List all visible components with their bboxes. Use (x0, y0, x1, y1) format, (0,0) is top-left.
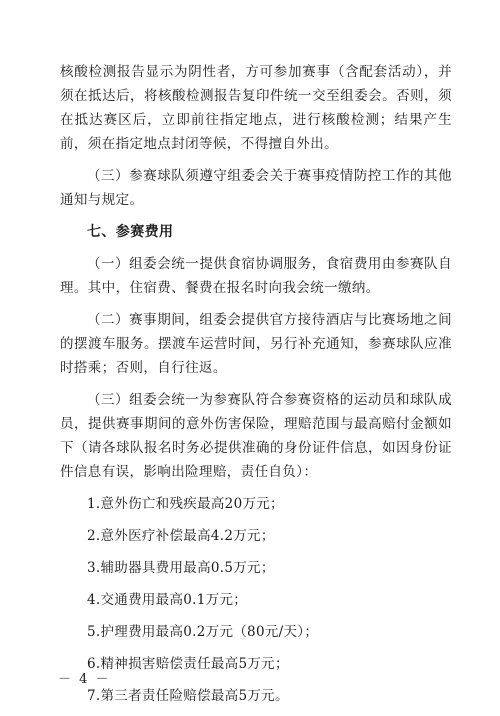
list-item: 2.意外医疗补偿最高4.2万元； (87, 528, 275, 544)
paragraph-fragment: 核酸检测报告显示为阴性者，方可参加赛事（含配套活动），并须在抵达后，将核酸检测报告复印件统一交至组委会。否则，须在抵达赛区后，立即前往指定地点，进行核酸检测；结果产生前，须在指定地点封闭等候，不得擅自外出。 (60, 64, 452, 152)
list-item: 5.护理费用最高0.2万元（80元/天）； (87, 624, 319, 640)
list-item: 4.交通费用最高0.1万元； (87, 592, 248, 608)
paragraph-fee-3: （三）组委会统一为参赛队符合参赛资格的运动员和球队成员，提供赛事期间的意外伤害保险，理赔范围与最高赔付金额如下（请各球队报名时务必提供准确的身份证件信息，如因身份证件信息有误，影响出险理赔，责任自负）： (60, 392, 452, 480)
paragraph-rules: （三）参赛球队须遵守组委会关于赛事疫情防控工作的其他通知与规定。 (60, 168, 452, 208)
list-item: 6.精神损害赔偿责任最高5万元； (87, 656, 289, 672)
page-number: － 4 － (58, 672, 111, 687)
paragraph-fee-2: （二）赛事期间，组委会提供官方接待酒店与比赛场地之间的摆渡车服务。摆渡车运营时间，另行补充通知，参赛球队应准时搭乘；否则，自行往返。 (60, 312, 452, 376)
document-body (60, 60, 452, 716)
insurance-list (60, 492, 452, 708)
list-item: 7.第三者责任险赔偿最高5万元。 (87, 688, 289, 704)
paragraph-fee-1: （一）组委会统一提供食宿协调服务，食宿费用由参赛队自理。其中，住宿费、餐费在报名时向我会统一缴纳。 (60, 256, 452, 296)
list-item: 1.意外伤亡和残疾最高20万元； (87, 496, 284, 512)
list-item: 3.辅助器具费用最高0.5万元； (87, 560, 275, 576)
section-heading: 七、参赛费用 (87, 224, 174, 240)
